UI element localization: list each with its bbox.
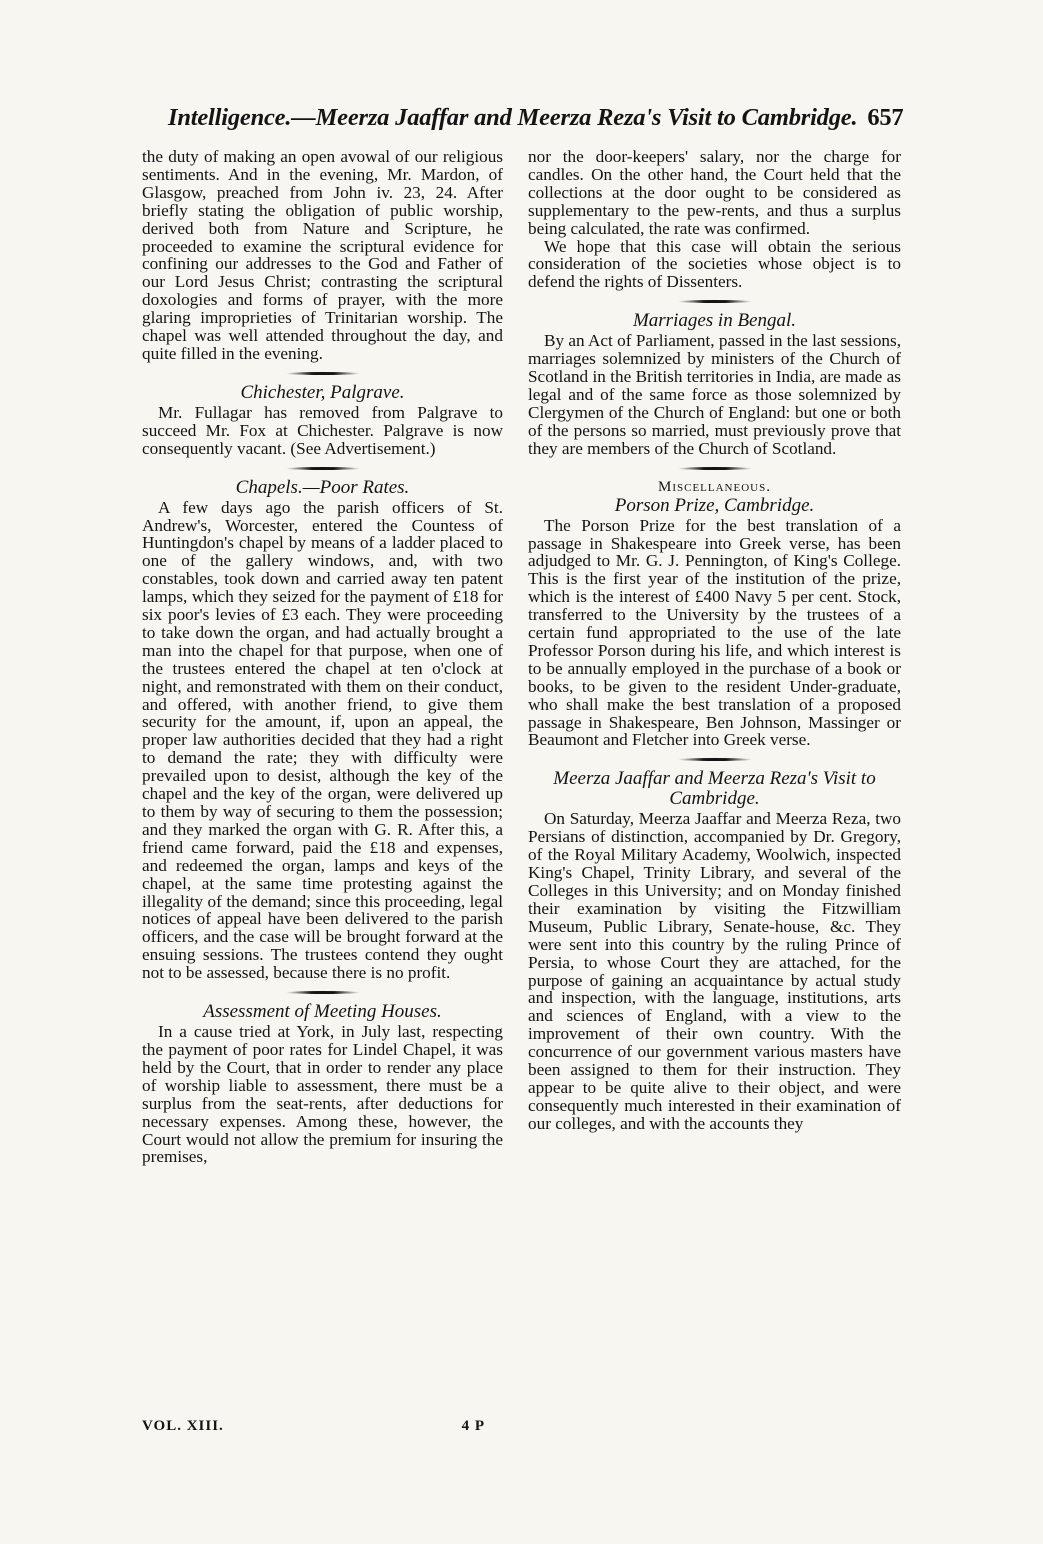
page-number: 657	[867, 104, 904, 131]
section-divider	[286, 991, 360, 994]
section-heading-chichester: Chichester, Palgrave.	[240, 381, 405, 403]
section-divider	[678, 758, 752, 761]
section-heading-marriages: Marriages in Bengal.	[632, 310, 797, 332]
article-chapels: A few days ago the parish officers of St. Andrew's, Worcester, entered the Countess of Huntingdon's chapel by means of a ladder placed to one of the gallery windows, and, with two constables, took down and carried away ten patent lamps, which they seized for the payment of £18 for six poor's levies of £3 each. They were proceeding to take down the organ, and had actually brought a man into the chapel for that purpose, when one of the trustees entered the chapel at ten o'clock at night, and remonstrated with them on their conduct, and offered, with another friend, to give them security for the amount, if, upon an appeal, the proper law authorities decided that they had a right to demand the rate; they with difficulty were prevailed upon to desist, although the key of the chapel and the key of the organ, were delivered up to them by way of securing to them the possession; and they marked the organ with G. R. After this, a friend came forward, paid the £18 and expenses, and redeemed the organ, lamps and keys of the chapel, at the same time protesting against the illegality of the demand; since this proceeding, legal notices of appeal have been delivered to the parish officers, and the case will be brought forward at the ensuing sessions. The trustees contend they ought not to be assessed, because there is no profit.	[142, 497, 503, 983]
section-divider	[678, 300, 752, 303]
section-divider	[286, 467, 360, 470]
paragraph-continued: the duty of making an open avowal of our religious sentiments. And in the evening, Mr. Mardon, of Glasgow, preached from John iv. 23, 24. After briefly stating the obligation of public worship, derived both from Nature and Scripture, he proceeded to examine the scriptural evidence for confining our addresses to the God and Father of our Lord Jesus Christ; contrasting the scriptural doxologies and forms of prayer, with the more glaring improprieties of Trinitarian worship. The chapel was well attended throughout the day, and quite filled in the evening.	[142, 147, 503, 363]
section-heading-chapels: Chapels.—Poor Rates.	[235, 476, 410, 498]
paragraph-continued: nor the door-keepers' salary, nor the charge for candles. On the other hand, the Court held that the collections at the door ought to be considered as supplementary to the pew-rents, and thus a surplus being calculated, the rate was confirmed.	[528, 147, 901, 238]
section-heading-assessment: Assessment of Meeting Houses.	[203, 1001, 442, 1023]
article-meerza: On Saturday, Meerza Jaaffar and Meerza Reza, two Persians of distinction, accompanied by Dr. Gregory, of the Royal Military Academy, Woolwich, inspected King's Chapel, Trinity Library, and several of the Colleges in this University; and on Monday finished their examination by visiting the Fitzwilliam Museum, Public Library, Senate-house, &c. They were sent into this country by the ruling Prince of Persia, to whose Court they are attached, for the purpose of gaining an acquaintance by actual study and inspection, with the language, institutions, arts and sciences of England, with a view to the improvement of their own country. With the concurrence of our government various masters have been assigned to them for their instruction. They appear to be quite alive to their object, and were consequently much interested in their examination of our colleges, and with the accounts they	[528, 809, 901, 1133]
paragraph-hope: We hope that this case will obtain the serious consideration of the societies whose object is to defend the rights of Dissenters.	[528, 236, 901, 292]
article-marriages: By an Act of Parliament, passed in the last sessions, marriages solemnized by ministers of the Church of Scotland in the British territories in India, are made as legal and of the same force as those solemnized by Clergymen of the Church of England: but one or both of the persons so married, must previously prove that they are members of the Church of Scotland.	[528, 331, 901, 458]
section-divider	[678, 467, 752, 470]
article-chichester: Mr. Fullagar has removed from Palgrave to succeed Mr. Fox at Chichester. Palgrave is now consequently vacant. (See Advertisement.)	[142, 402, 503, 458]
section-heading-miscellaneous: Miscellaneous.	[658, 478, 771, 495]
volume-label: VOL. XIII.	[142, 1418, 224, 1434]
signature-mark: 4 P	[461, 1418, 485, 1434]
section-subheading-porson: Porson Prize, Cambridge.	[614, 494, 815, 516]
article-porson: The Porson Prize for the best translation of a passage in Shakespeare into Greek verse, has been adjudged to Mr. G. J. Pennington, of King's College. This is the first year of the institution of the prize, which is the interest of £400 Navy 5 per cent. Stock, transferred to the University by the trustees of a certain fund appropriated to the use of the late Professor Porson during his life, and which interest is to be annually employed in the purchase of a book or books, to be given to the resident Under-graduate, who shall make the best translation of a proposed passage in Shakespeare, Ben Johnson, Massinger or Beaumont and Fletcher into Greek verse.	[528, 515, 901, 750]
page-footer	[142, 1418, 503, 1435]
section-divider	[286, 372, 360, 375]
running-head	[168, 104, 904, 132]
article-assessment: In a cause tried at York, in July last, respecting the payment of poor rates for Lindel Chapel, it was held by the Court, that in order to render any place of worship liable to assessment, there must be a surplus from the seat-rents, after deductions for necessary expenses. Among these, however, the Court would not allow the premium for insuring the premises,	[142, 1022, 503, 1167]
left-column	[142, 148, 503, 1166]
right-column	[528, 148, 901, 1133]
section-heading-meerza: Meerza Jaaffar and Meerza Reza's Visit to Cambridge.	[553, 768, 876, 810]
running-head-title: Intelligence.—Meerza Jaaffar and Meerza Reza's Visit to Cambridge.	[168, 104, 858, 131]
